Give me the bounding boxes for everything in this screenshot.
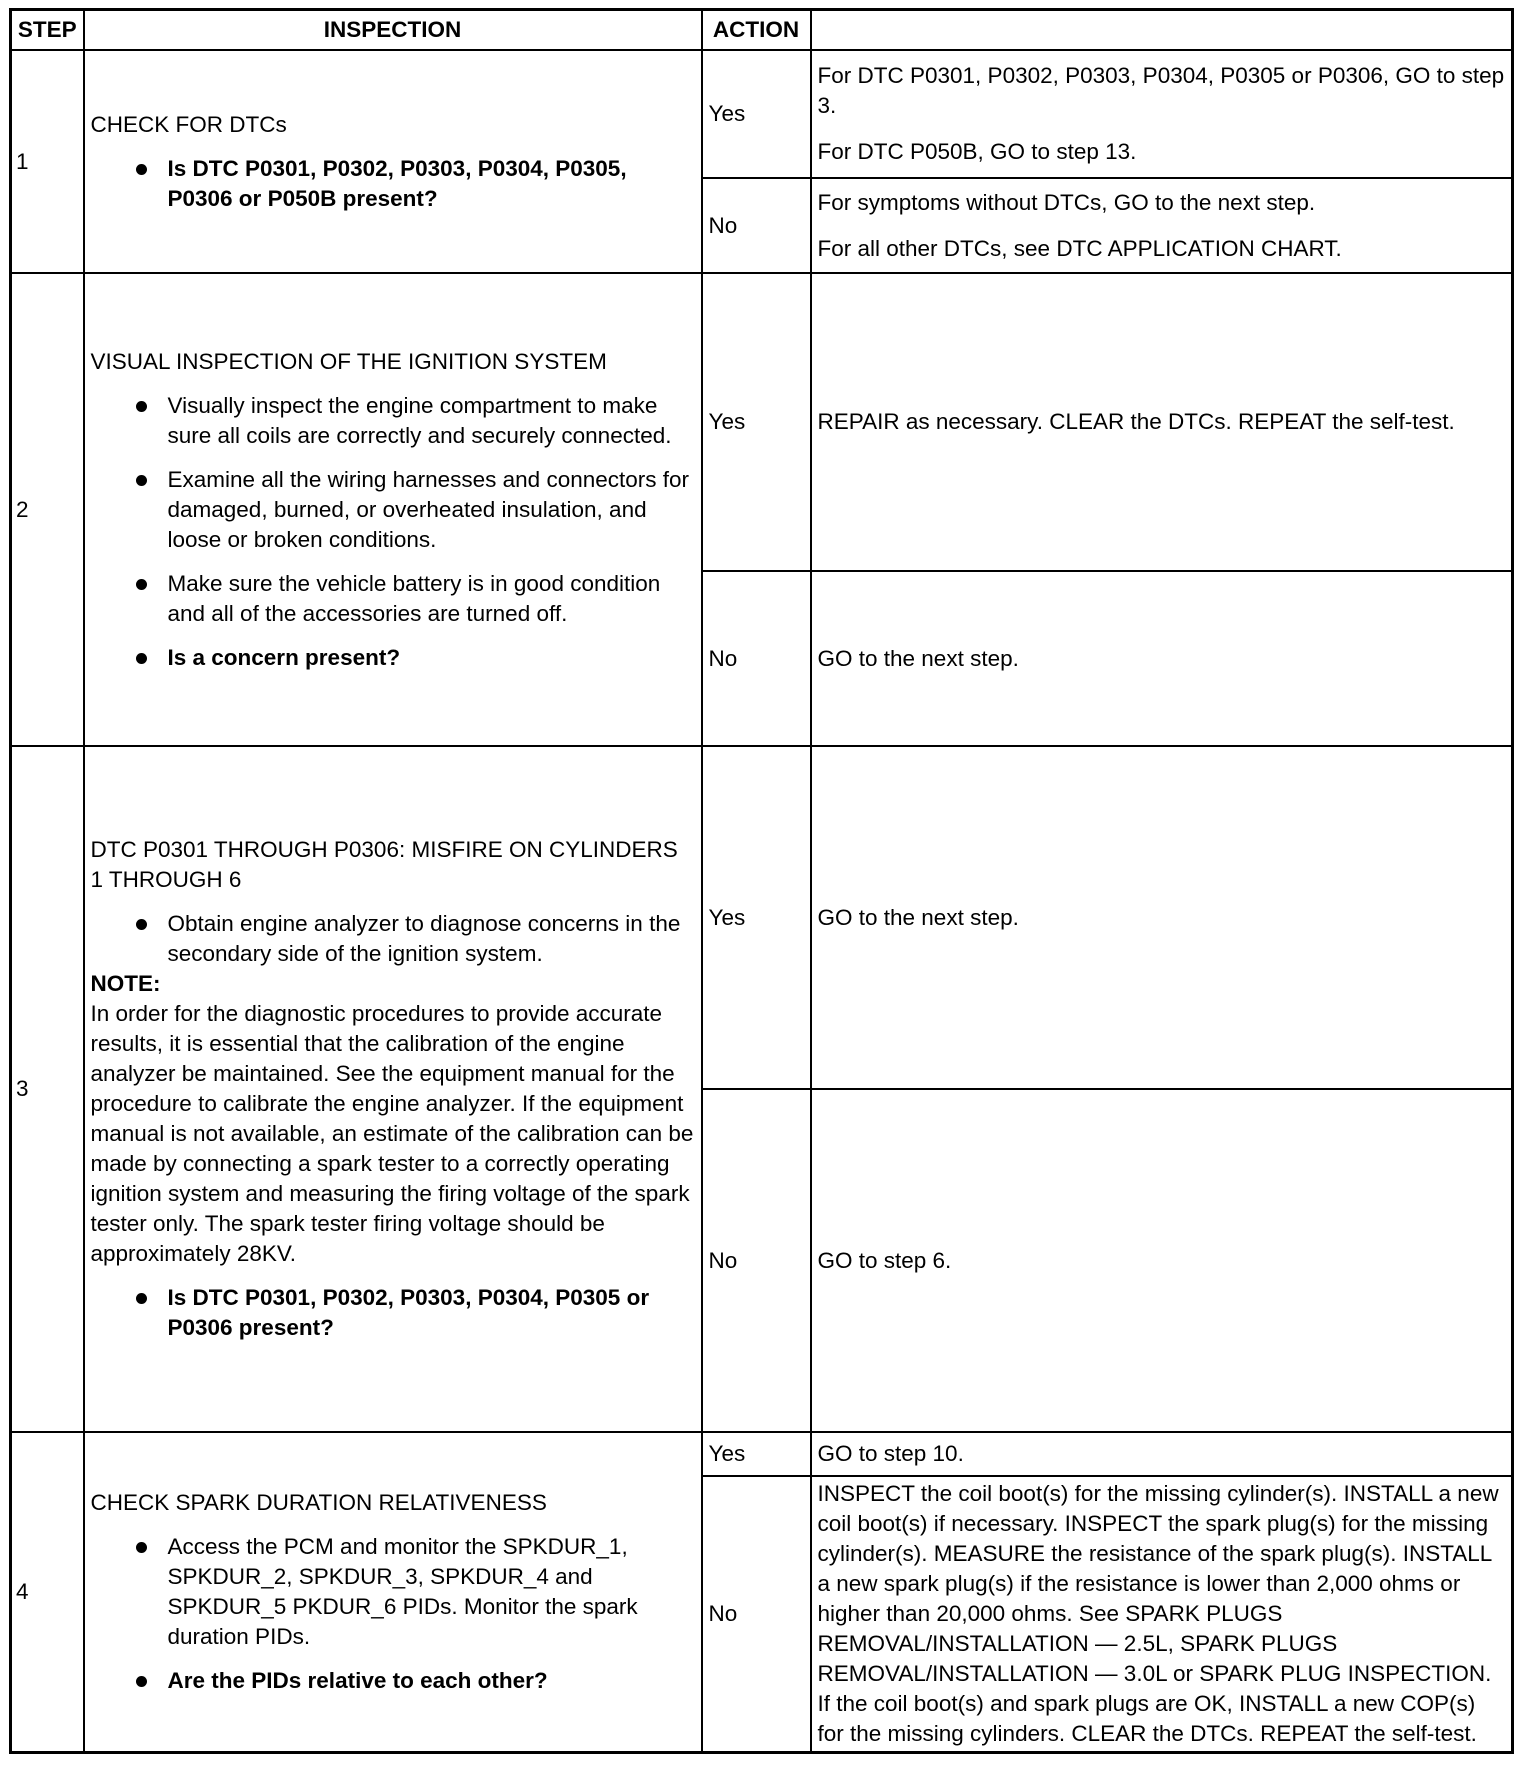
- step-1-no-line-2: For all other DTCs, see DTC APPLICATION CHART.: [817, 235, 1342, 261]
- step-3-yes-action: GO to the next step.: [811, 746, 1513, 1089]
- step-3-yes-label: Yes: [702, 746, 811, 1089]
- step-3-yes-row: [11, 746, 1513, 1089]
- step-3-no-label: No: [702, 1089, 811, 1432]
- step-2-bullet-1: Visually inspect the engine compartment to make sure all coils are correctly and securely connected.: [91, 391, 695, 451]
- step-2-question: Is a concern present?: [91, 643, 695, 673]
- step-1-no-label: No: [702, 178, 811, 273]
- step-1-title: CHECK FOR DTCs: [90, 111, 287, 137]
- header-step: STEP: [11, 10, 84, 51]
- header-row: [11, 10, 1513, 51]
- step-2-bullet-2: Examine all the wiring harnesses and connectors for damaged, burned, or overheated insulation, and loose or broken conditions.: [91, 465, 695, 555]
- step-4-yes-row: [11, 1432, 1513, 1476]
- step-1-yes-action: [811, 50, 1513, 178]
- step-3-note-text: In order for the diagnostic procedures to provide accurate results, it is essential that the calibration of the engine analyzer be maintained. See the equipment manual for the procedure to calibrate the engine analyzer. If the equipment manual is not available, an estimate of the calibration can be made by connecting a spark tester to a correctly operating ignition system and measuring the firing voltage of the spark tester only. The spark tester firing voltage should be approximately 28KV.: [90, 1001, 694, 1266]
- step-1-no-action: [811, 178, 1513, 273]
- header-inspection: INSPECTION: [84, 10, 702, 51]
- diagnostic-table-page: [9, 8, 1514, 1754]
- step-4-yes-label: Yes: [702, 1432, 811, 1476]
- step-1-no-line-1: For symptoms without DTCs, GO to the next step.: [817, 189, 1316, 215]
- step-3-title: DTC P0301 THROUGH P0306: MISFIRE ON CYLINDERS 1 THROUGH 6: [90, 837, 678, 892]
- step-2-no-action: GO to the next step.: [811, 571, 1513, 746]
- step-4-bullet-1: Access the PCM and monitor the SPKDUR_1, SPKDUR_2, SPKDUR_3, SPKDUR_4 and SPKDUR_5 PKDUR_6 PIDs. Monitor the spark duration PIDs.: [91, 1532, 695, 1652]
- step-3-note-heading: NOTE:: [90, 971, 161, 996]
- step-2-inspection: [84, 273, 702, 746]
- step-1-yes-line-2: For DTC P050B, GO to step 13.: [817, 139, 1137, 164]
- step-3-number: 3: [11, 746, 84, 1432]
- diagnostic-table: [9, 8, 1514, 1754]
- step-4-question: Are the PIDs relative to each other?: [91, 1666, 695, 1696]
- step-1-question: Is DTC P0301, P0302, P0303, P0304, P0305, P0306 or P050B present?: [91, 154, 695, 214]
- step-2-number: 2: [11, 273, 84, 746]
- step-4-yes-action: GO to step 10.: [811, 1432, 1513, 1476]
- step-2-bullet-3: Make sure the vehicle battery is in good condition and all of the accessories are turned off.: [91, 569, 695, 629]
- step-1-yes-row: [11, 50, 1513, 178]
- step-1-inspection: [84, 50, 702, 273]
- step-3-question: Is DTC P0301, P0302, P0303, P0304, P0305 or P0306 present?: [91, 1283, 695, 1343]
- header-result: [811, 10, 1513, 51]
- step-2-yes-label: Yes: [702, 273, 811, 571]
- step-1-yes-label: Yes: [702, 50, 811, 178]
- step-3-inspection: [84, 746, 702, 1432]
- step-2-yes-action: REPAIR as necessary. CLEAR the DTCs. REPEAT the self-test.: [811, 273, 1513, 571]
- step-4-no-label: No: [702, 1476, 811, 1753]
- step-2-title: VISUAL INSPECTION OF THE IGNITION SYSTEM: [90, 348, 607, 374]
- step-2-yes-row: [11, 273, 1513, 571]
- step-4-inspection: [84, 1432, 702, 1753]
- step-2-no-label: No: [702, 571, 811, 746]
- step-3-bullet-1: Obtain engine analyzer to diagnose concerns in the secondary side of the ignition system.: [91, 909, 695, 969]
- header-action: ACTION: [702, 10, 811, 51]
- step-4-number: 4: [11, 1432, 84, 1753]
- step-4-no-action: INSPECT the coil boot(s) for the missing cylinder(s). INSTALL a new coil boot(s) if necessary. INSPECT the spark plug(s) for the missing cylinder(s). MEASURE the resistance of the spark plug(s). INSTALL a new spark plug(s) if the resistance is lower than 2,000 ohms or higher than 20,000 ohms. See SPARK PLUGS REMOVAL/INSTALLATION — 2.5L, SPARK PLUGS REMOVAL/INSTALLATION — 3.0L or SPARK PLUG INSPECTION. If the coil boot(s) and spark plugs are OK, INSTALL a new COP(s) for the missing cylinders. CLEAR the DTCs. REPEAT the self-test.: [811, 1476, 1513, 1753]
- step-1-number: 1: [11, 50, 84, 273]
- step-3-no-action: GO to step 6.: [811, 1089, 1513, 1432]
- step-1-yes-line-1: For DTC P0301, P0302, P0303, P0304, P0305 or P0306, GO to step 3.: [817, 63, 1505, 118]
- step-4-title: CHECK SPARK DURATION RELATIVENESS: [90, 1490, 547, 1515]
